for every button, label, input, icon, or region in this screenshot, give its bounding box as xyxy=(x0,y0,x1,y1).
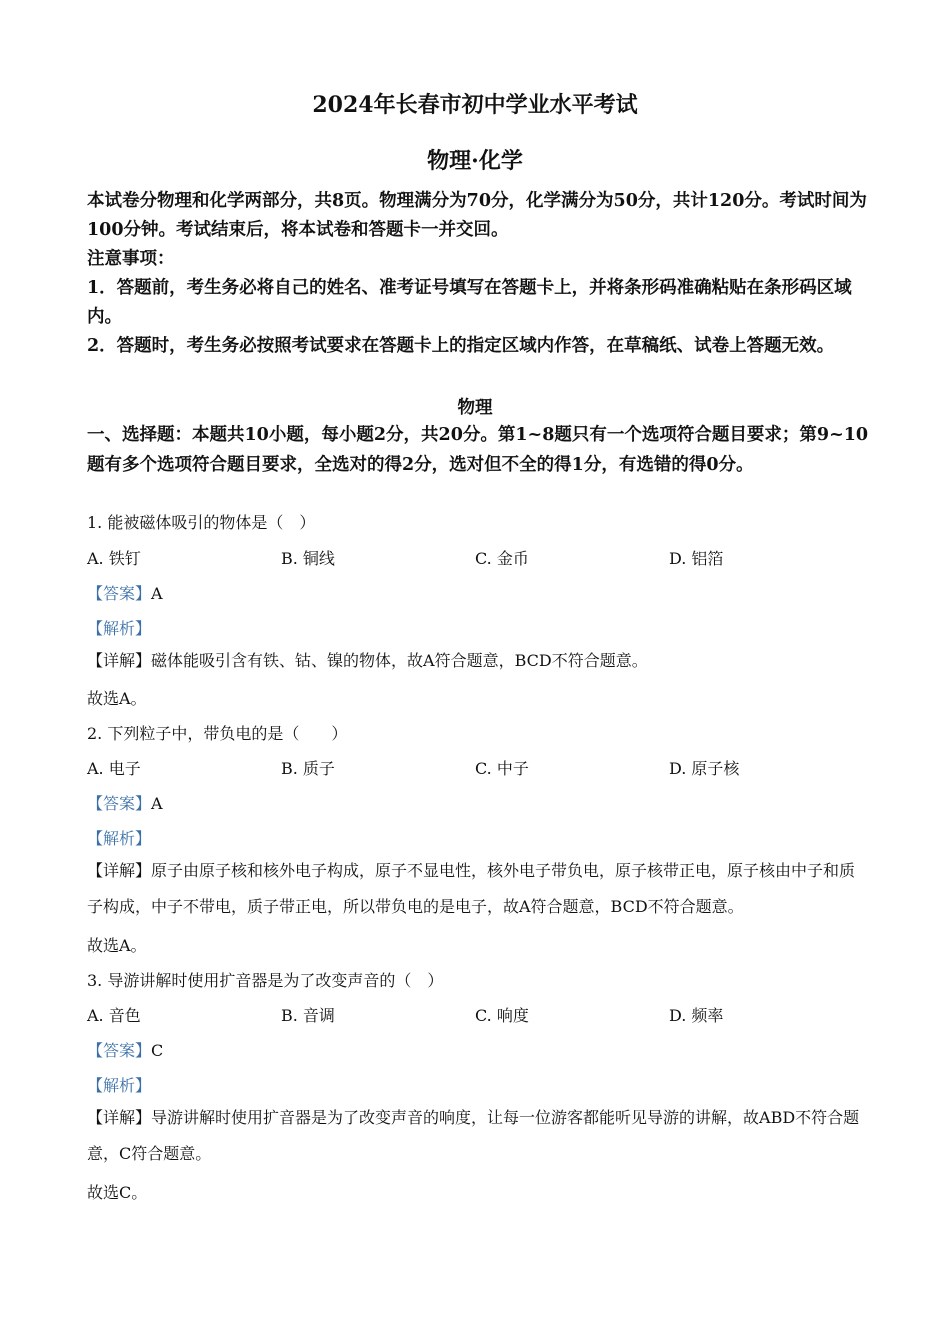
answer-tag: 【答案】 xyxy=(87,1041,152,1060)
q2-option-b: B. 质子 xyxy=(281,759,335,778)
notice-item-1: 1．答题前，考生务必将自己的姓名、准考证号填写在答题卡上，并将条形码准确粘贴在条形码区域内。 xyxy=(87,278,852,327)
detail-tag: 【详解】 xyxy=(87,651,152,670)
q2-option-d: D. 原子核 xyxy=(669,759,740,778)
q2-detail xyxy=(87,853,862,925)
detail-tag: 【详解】 xyxy=(87,1108,152,1127)
q3-conclusion: 故选C。 xyxy=(87,1183,148,1202)
q3-answer: C xyxy=(151,1041,164,1060)
intro-paragraph: 本试卷分物理和化学两部分，共8页。物理满分为70分，化学满分为50分，共计120分。考试时间为100分钟。考试结束后，将本试卷和答题卡一并交回。 xyxy=(87,191,867,240)
notice-item-2: 2．答题时，考生务必按照考试要求在答题卡上的指定区域内作答，在草稿纸、试卷上答题无效。 xyxy=(87,336,835,356)
q1-answer-line xyxy=(87,581,163,604)
q3-detail xyxy=(87,1100,862,1172)
q3-detail-text: 导游讲解时使用扩音器是为了改变声音的响度，让每一位游客都能听见导游的讲解，故ABD不符合题意，C符合题意。 xyxy=(87,1108,860,1163)
question-2-stem: 2. 下列粒子中，带负电的是（ ） xyxy=(87,724,348,743)
q2-option-c: C. 中子 xyxy=(475,759,529,778)
question-1-stem: 1. 能被磁体吸引的物体是（ ） xyxy=(87,513,316,532)
q1-answer: A xyxy=(151,584,163,603)
q1-detail xyxy=(87,643,862,679)
q3-analysis-tag: 【解析】 xyxy=(87,1076,152,1095)
q3-option-b: B. 音调 xyxy=(281,1006,335,1025)
q1-option-a: A. 铁钉 xyxy=(87,549,141,568)
notice-title: 注意事项： xyxy=(87,249,175,269)
q2-analysis-tag: 【解析】 xyxy=(87,829,152,848)
q1-option-d: D. 铝箔 xyxy=(669,549,724,568)
q2-conclusion: 故选A。 xyxy=(87,936,147,955)
q1-option-b: B. 铜线 xyxy=(281,549,335,568)
q2-detail-text: 原子由原子核和核外电子构成，原子不显电性，核外电子带负电，原子核带正电，原子核由中子和质子构成，中子不带电，质子带正电，所以带负电的是电子，故A符合题意，BCD不符合题意。 xyxy=(87,861,856,916)
exam-subtitle: 物理·化学 xyxy=(427,148,523,174)
exam-title: 2024年长春市初中学业水平考试 xyxy=(312,92,638,118)
q1-conclusion: 故选A。 xyxy=(87,689,147,708)
q1-option-c: C. 金币 xyxy=(475,549,529,568)
q2-answer: A xyxy=(151,794,163,813)
exam-instructions xyxy=(87,187,867,361)
question-3-stem: 3. 导游讲解时使用扩音器是为了改变声音的（ ） xyxy=(87,971,444,990)
section-label: 物理 xyxy=(457,398,493,418)
q3-option-d: D. 频率 xyxy=(669,1006,724,1025)
q3-answer-line xyxy=(87,1038,163,1061)
answer-tag: 【答案】 xyxy=(87,794,152,813)
answer-tag: 【答案】 xyxy=(87,584,152,603)
q3-option-a: A. 音色 xyxy=(87,1006,141,1025)
q2-answer-line xyxy=(87,791,163,814)
q1-analysis-tag: 【解析】 xyxy=(87,619,152,638)
q3-option-c: C. 响度 xyxy=(475,1006,529,1025)
q2-option-a: A. 电子 xyxy=(87,759,141,778)
detail-tag: 【详解】 xyxy=(87,861,152,880)
section-heading: 一、选择题：本题共10小题，每小题2分，共20分。第1~8题只有一个选项符合题目要求；第9~10题有多个选项符合题目要求，全选对的得2分，选对但不全的得1分，有选错的得0分。 xyxy=(87,425,869,475)
q1-detail-text: 磁体能吸引含有铁、钴、镍的物体，故A符合题意，BCD不符合题意。 xyxy=(151,651,648,670)
